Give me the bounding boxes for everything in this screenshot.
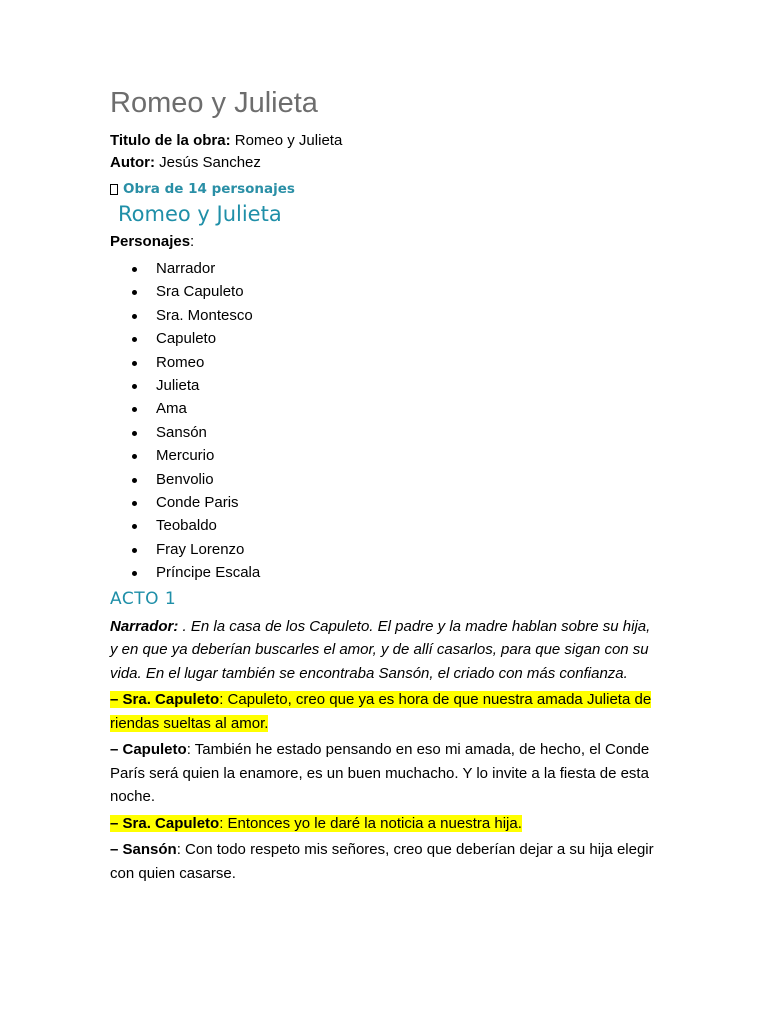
characters-label-line <box>110 231 655 253</box>
bullet-icon <box>132 524 137 529</box>
list-item <box>110 514 655 537</box>
section-title: Romeo y Julieta <box>118 202 282 226</box>
characters-colon: : <box>190 233 195 250</box>
list-item <box>110 374 655 397</box>
speaker-name: – Sansón <box>110 841 177 859</box>
character-name: Julieta <box>156 377 200 395</box>
list-item <box>110 491 655 514</box>
bullet-icon <box>132 501 137 506</box>
list-item <box>110 304 655 327</box>
author-label: Autor: <box>110 154 155 171</box>
list-item <box>110 444 655 467</box>
list-item <box>110 561 655 584</box>
document-content <box>110 84 655 888</box>
bullet-icon <box>132 571 137 576</box>
author-line <box>110 152 655 174</box>
list-item <box>110 538 655 561</box>
dialogue-text: : También he estado pensando en eso mi amada, de hecho, el Conde París será quien la enamore, es un buen muchacho. Y lo invite a la fiesta de esta noche. <box>110 741 650 806</box>
dialogue-text: : Capuleto, creo que ya es hora de que nuestra amada Julieta de riendas sueltas al amor. <box>110 691 652 732</box>
list-item <box>110 468 655 491</box>
bullet-icon <box>132 384 137 389</box>
list-item <box>110 421 655 444</box>
dialogue-text: . En la casa de los Capuleto. El padre y la madre hablan sobre su hija, y en que ya deberían buscarles el amor, y de allí casarlos, para que sigan con su vida. En el lugar también se encontraba Sansón, el criado con más confianza. <box>110 617 651 682</box>
character-name: Fray Lorenzo <box>156 540 245 558</box>
character-name: Narrador <box>156 260 216 277</box>
speaker-name: – Sra. Capuleto <box>110 814 220 832</box>
character-name: Romeo <box>156 353 205 371</box>
bullet-icon <box>132 361 137 366</box>
bullet-icon <box>132 407 137 412</box>
character-name: Sra Capuleto <box>156 283 244 301</box>
author-value: Jesús Sanchez <box>155 154 261 171</box>
act-title: ACTO 1 <box>110 588 177 609</box>
list-item <box>110 397 655 420</box>
cast-count-text: Obra de 14 personajes <box>123 181 295 197</box>
script-paragraph-sanson <box>110 838 655 885</box>
dialogue-text: : Entonces yo le daré la noticia a nuestra hija. <box>219 814 522 832</box>
bullet-icon <box>132 267 137 272</box>
bullet-icon <box>132 314 137 319</box>
script-paragraph-sra-capuleto <box>110 688 655 735</box>
character-name: Mercurio <box>156 447 215 465</box>
work-title-value: Romeo y Julieta <box>230 132 343 149</box>
speaker-name: – Capuleto <box>110 741 187 759</box>
dialogue-text: : Con todo respeto mis señores, creo que deberían dejar a su hija elegir con quien casarse. <box>110 841 654 882</box>
list-item <box>110 351 655 374</box>
cast-count-heading <box>110 179 655 199</box>
highlighted-line <box>110 815 522 832</box>
bullet-icon <box>132 431 137 436</box>
missing-glyph-icon <box>110 184 118 195</box>
script-paragraph-capuleto <box>110 738 655 809</box>
character-name: Sansón <box>156 423 207 441</box>
character-name: Sra. Montesco <box>156 306 253 324</box>
character-name: Capuleto <box>156 330 217 348</box>
document-title: Romeo y Julieta <box>110 87 318 119</box>
character-name: Ama <box>156 400 187 418</box>
work-title-label: Titulo de la obra: <box>110 132 231 149</box>
script-paragraph-sra-capuleto-2 <box>110 812 655 836</box>
character-name: Príncipe Escala <box>156 564 261 582</box>
characters-list <box>110 257 655 585</box>
script-paragraph-narrator <box>110 615 655 686</box>
list-item <box>110 257 655 280</box>
list-item <box>110 280 655 303</box>
bullet-icon <box>132 478 137 483</box>
work-title-line <box>110 130 655 152</box>
characters-label: Personajes <box>110 233 191 250</box>
character-name: Teobaldo <box>156 517 217 535</box>
speaker-name: – Sra. Capuleto <box>110 691 220 709</box>
speaker-name: Narrador: <box>110 617 179 635</box>
bullet-icon <box>132 290 137 295</box>
bullet-icon <box>132 337 137 342</box>
character-name: Benvolio <box>156 470 214 488</box>
character-name: Conde Paris <box>156 494 239 512</box>
highlighted-line <box>110 691 651 732</box>
bullet-icon <box>132 548 137 553</box>
list-item <box>110 327 655 350</box>
bullet-icon <box>132 454 137 459</box>
